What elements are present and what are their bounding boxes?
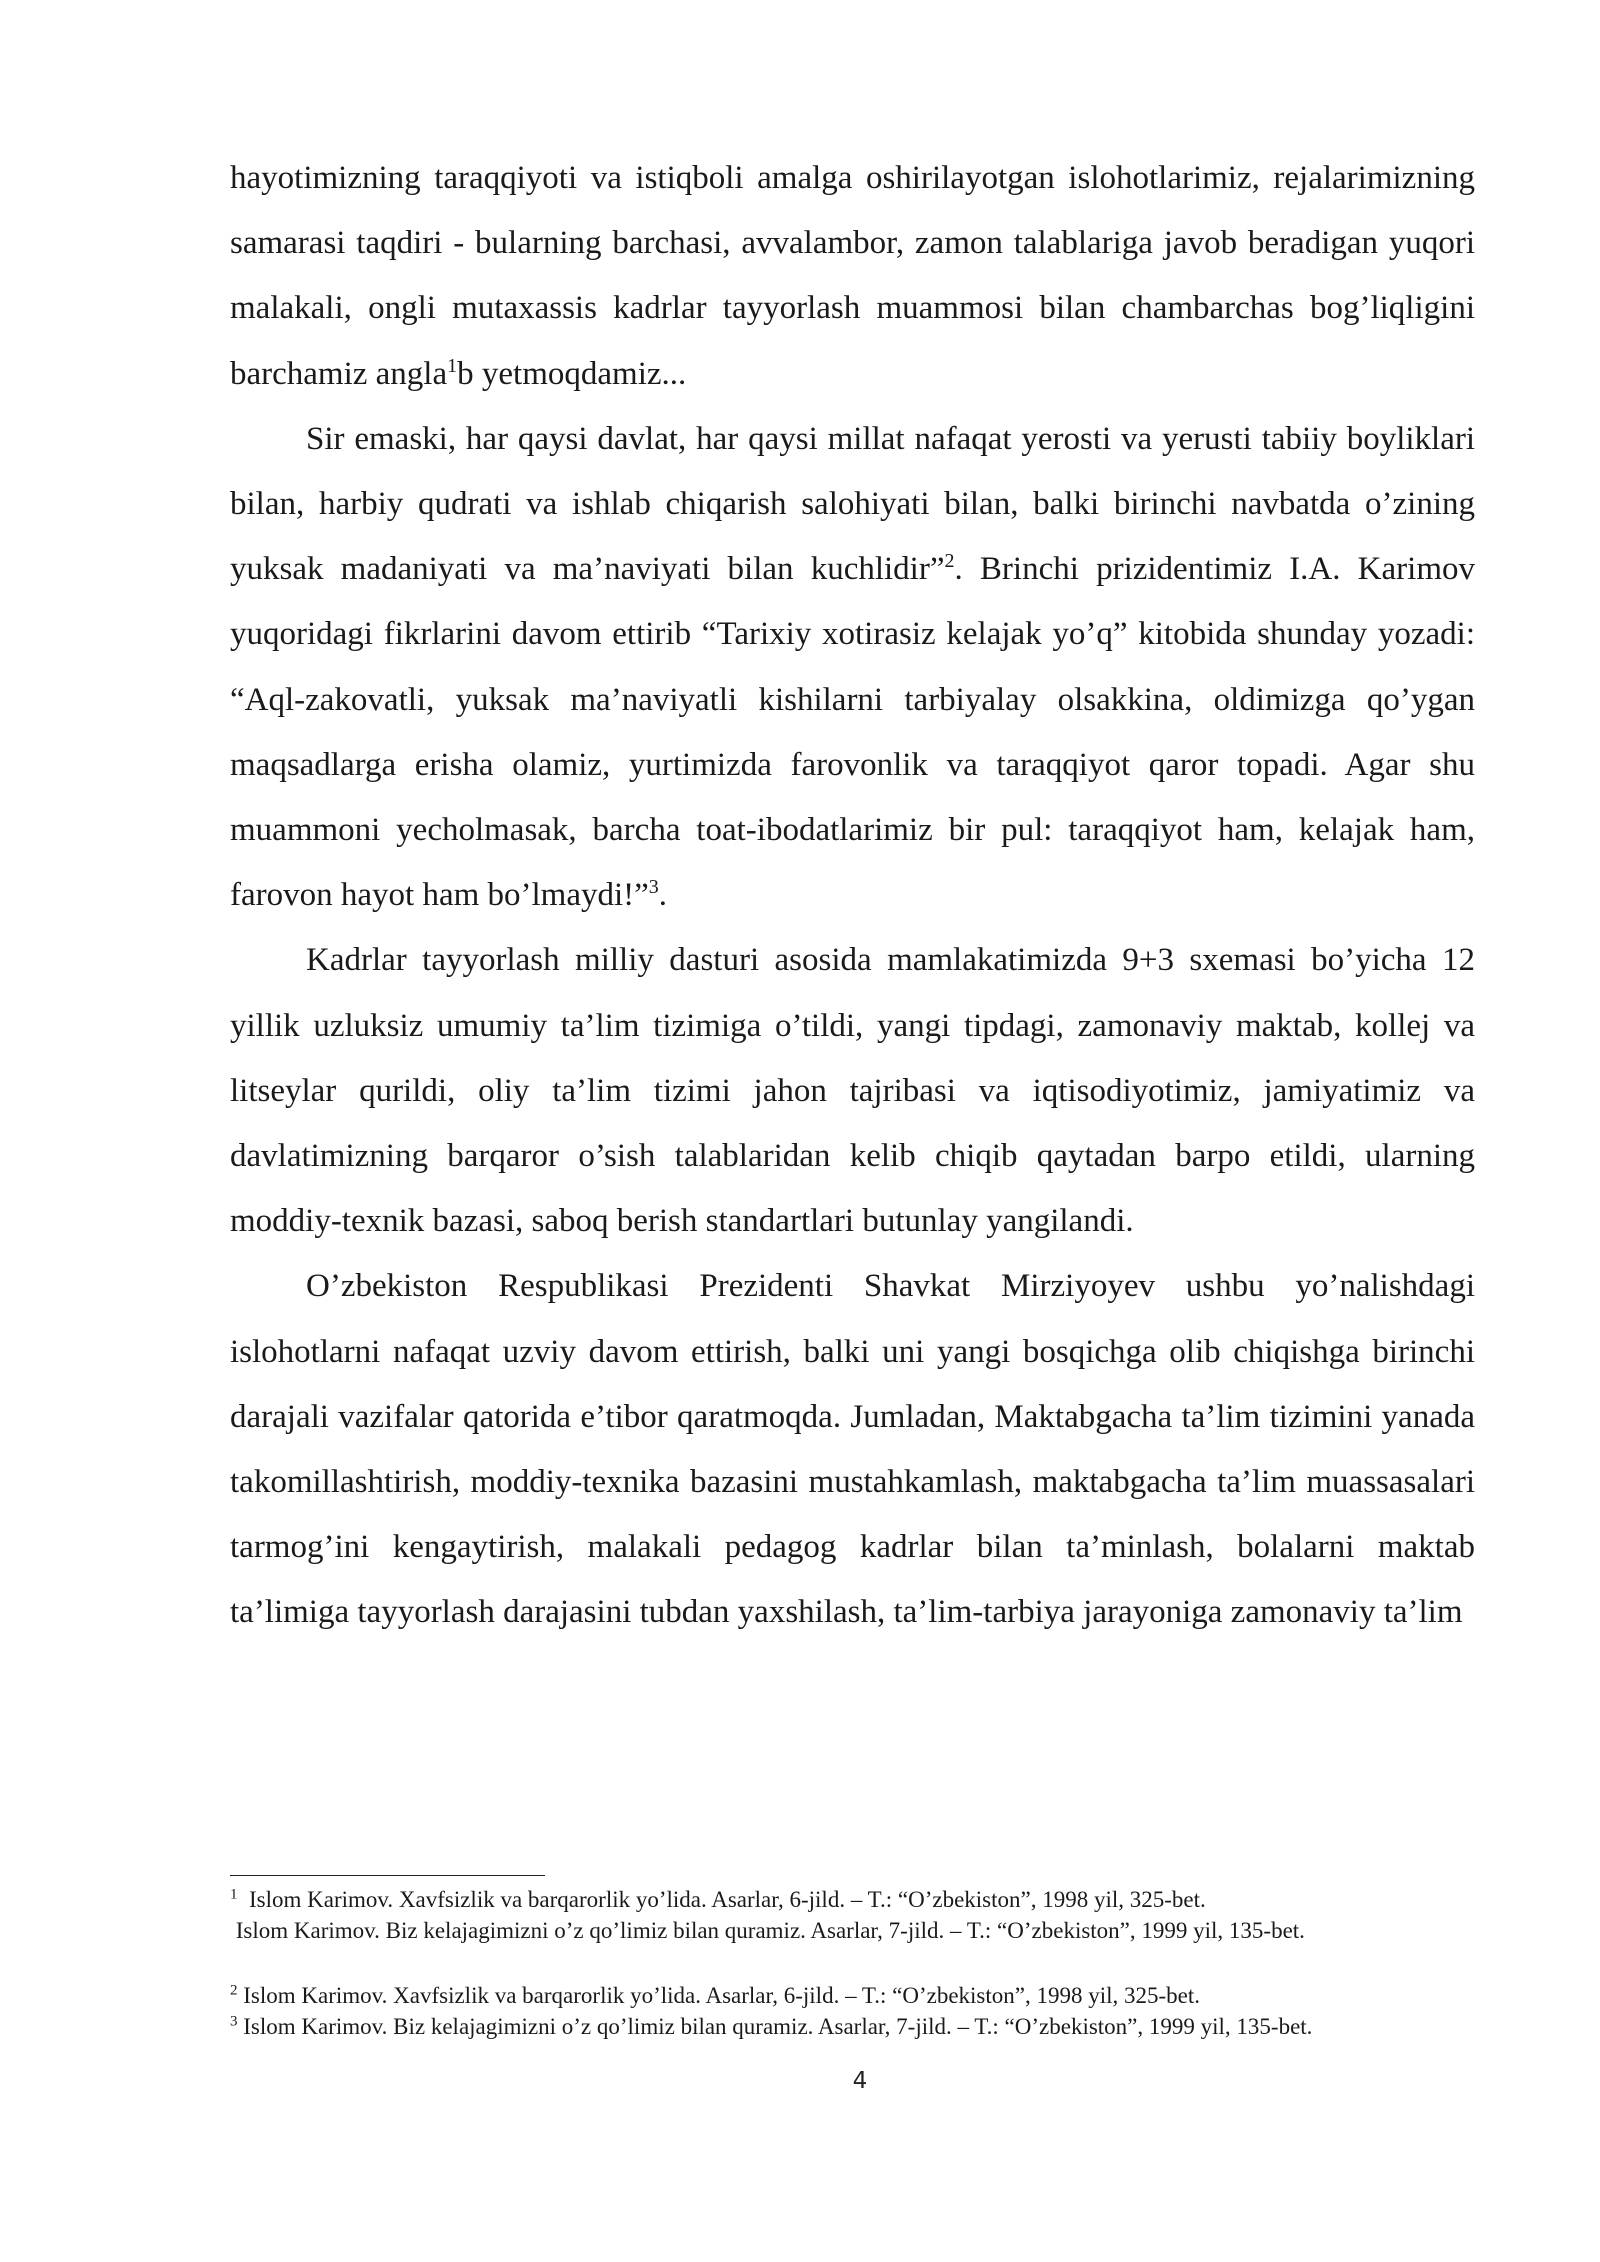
- footnote-3-text: Islom Karimov. Biz kelajagimizni o’z qo’limiz bilan quramiz. Asarlar, 7-jild. – T.: “O’zbekiston”, 1999 yil, 135-bet.: [243, 2014, 1313, 2039]
- footnote-ref-3[interactable]: 3: [648, 876, 659, 899]
- footnote-1-line-2: Islom Karimov. Biz kelajagimizni o’z qo’limiz bilan quramiz. Asarlar, 7-jild. – T.: “O’zbekiston”, 1999 yil, 135-bet.: [235, 1918, 1305, 1943]
- footnote-gap: [230, 1946, 1475, 1980]
- paragraph-2-text: Sir emaski, har qaysi davlat, har qaysi millat nafaqat yerosti va yerusti tabiiy boyliklari bilan, harbiy qudrati va ishlab chiqarish salohiyati bilan, balki birinchi navbatda o’zining yuksak madaniyati va ma’naviyati bilan kuchlidir”: [230, 420, 1475, 588]
- footnote-1-mark: 1: [230, 1886, 238, 1903]
- footnote-ref-1[interactable]: 1: [447, 354, 458, 377]
- paragraph-2-tail: .: [658, 877, 668, 914]
- footnote-3-mark: 3: [230, 2013, 238, 2030]
- paragraph-1-tail: b yetmoqdamiz...: [457, 355, 687, 392]
- paragraph-1-text: hayotimizning taraqqiyoti va istiqboli amalga oshirilayotgan islohotlarimiz, rejalarimizning samarasi taqdiri - bularning barchasi, avvalambor, zamon talablariga javob beradigan yuqori malakali, ongli mutaxassis kadrlar tayyorlash muammosi bilan chambarchas bog’liqligini barchamiz angla: [230, 160, 1475, 392]
- footnote-1-continued: [230, 1915, 1475, 1946]
- paragraph-1: [230, 146, 1475, 407]
- footnote-1: [230, 1884, 1475, 1915]
- paragraph-4: O’zbekiston Respublikasi Prezidenti Shavkat Mirziyoyev ushbu yo’nalishdagi islohotlarni nafaqat uzviy davom ettirish, balki uni yangi bosqichga olib chiqishga birinchi darajali vazifalar qatorida e’tibor qaratmoqda. Jumladan, Maktabgacha ta’lim tizimini yanada takomillashtirish, moddiy-texnika bazasini mustahkamlash, maktabgacha ta’lim muassasalari tarmog’ini kengaytirish, malakali pedagog kadrlar bilan ta’minlash, bolalarni maktab ta’limiga tayyorlash darajasini tubdan yaxshilash, ta’lim-tarbiya jarayoniga zamonaviy ta’lim: [230, 1268, 1475, 1631]
- paragraph-2-mid: . Brinchi prizidentimiz I.A. Karimov yuqoridagi fikrlarini davom ettirib “Tarixiy xotirasiz kelajak yo’q” kitobida shunday yozadi: “Aql-zakovatli, yuksak ma’naviyatli kishilarni tarbiyalay olsakkina, oldimizga qo’ygan maqsadlarga erisha olamiz, yurtimizda farovonlik va taraqqiyot qaror topadi. Agar shu muammoni yecholmasak, barcha toat-ibodatlarimiz bir pul: taraqqiyot ham, kelajak ham, farovon hayot ham bo’lmaydi!”: [230, 551, 1475, 914]
- footnote-3: [230, 2011, 1475, 2042]
- paragraph-3: Kadrlar tayyorlash milliy dasturi asosida mamlakatimizda 9+3 sxemasi bo’yicha 12 yillik uzluksiz umumiy ta’lim tizimiga o’tildi, yangi tipdagi, zamonaviy maktab, kollej va litseylar qurildi, oliy ta’lim tizimi jahon tajribasi va iqtisodiyotimiz, jamiyatimiz va davlatimizning barqaror o’sish talablaridan kelib chiqib qaytadan barpo etildi, ularning moddiy-texnik bazasi, saboq berish standartlari butunlay yangilandi.: [230, 942, 1475, 1240]
- footnotes: [230, 1884, 1475, 2042]
- paragraph-2: [230, 407, 1475, 929]
- footnote-2-text: Islom Karimov. Xavfsizlik va barqarorlik yo’lida. Asarlar, 6-jild. – T.: “O’zbekiston”, 1998 yil, 325-bet.: [243, 1983, 1201, 2008]
- page-number: 4: [852, 2068, 868, 2094]
- footnote-1-line-1: Islom Karimov. Xavfsizlik va barqarorlik yo’lida. Asarlar, 6-jild. – T.: “O’zbekiston”, 1998 yil, 325-bet.: [249, 1887, 1206, 1912]
- body-text: [230, 146, 1475, 1646]
- footnote-ref-2[interactable]: 2: [944, 550, 955, 573]
- footnote-2-mark: 2: [230, 1982, 238, 1999]
- footnote-separator: [230, 1875, 545, 1876]
- footnote-2: [230, 1980, 1475, 2011]
